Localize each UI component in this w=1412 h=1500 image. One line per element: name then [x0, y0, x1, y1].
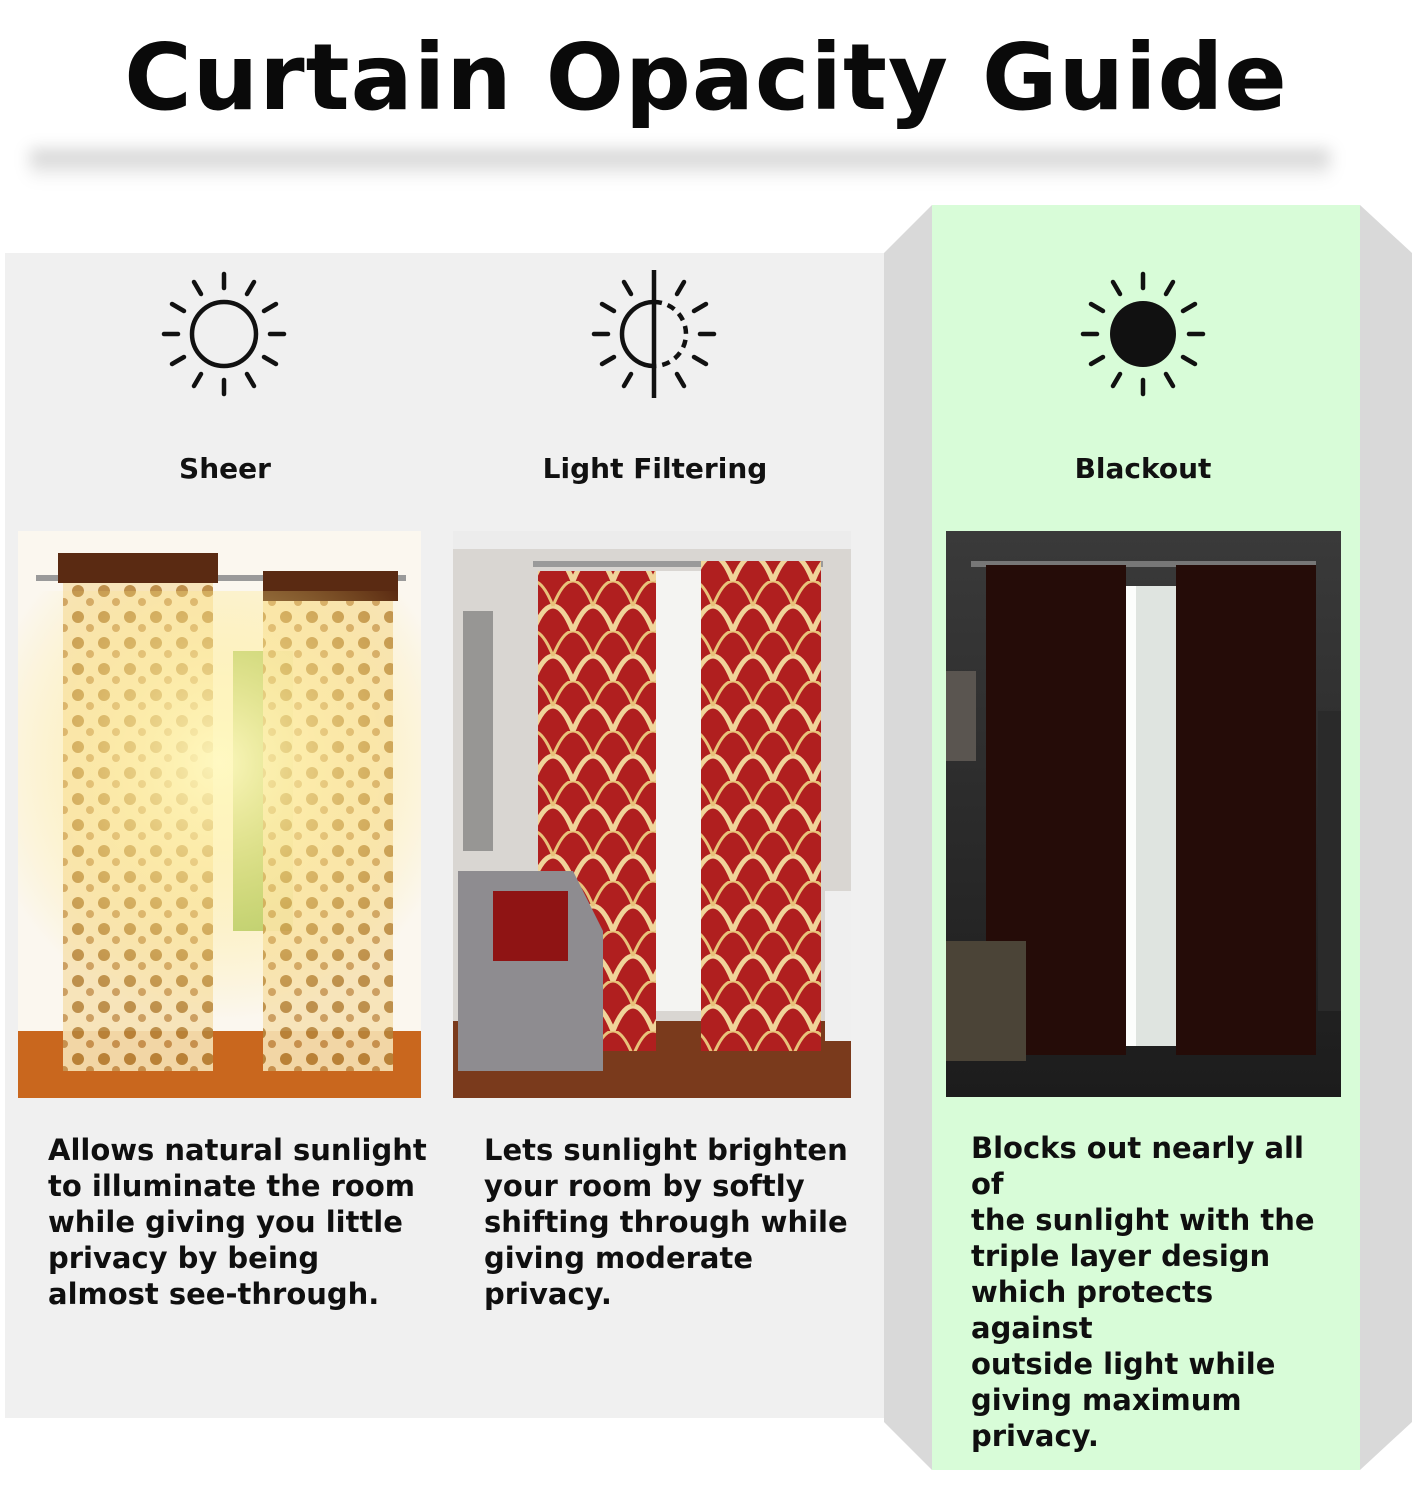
blackout-description: Blocks out nearly all of the sunlight with the triple layer design which protects against outside light while giving maximum privacy. [971, 1131, 1315, 1453]
light-filtering-description: Lets sunlight brighten your room by softly shifting through while giving moderate privacy. [484, 1133, 848, 1311]
light-filtering-curtain-photo [453, 531, 851, 1098]
title-divider-shadow [30, 150, 1330, 180]
sheer-curtain-photo [18, 531, 421, 1098]
page-title: Curtain Opacity Guide [124, 24, 1288, 131]
blackout-curtain-photo [946, 531, 1341, 1097]
light-filtering-label: Light Filtering [542, 452, 768, 485]
sun-filled-icon [1079, 270, 1207, 398]
blackout-label: Blackout [1074, 452, 1212, 485]
sheer-label: Sheer [179, 452, 271, 485]
highlight-bevel-right [1360, 205, 1412, 1470]
sheer-description: Allows natural sunlight to illuminate the room while giving you little privacy by being almost see-through. [48, 1133, 427, 1311]
sun-outline-icon [160, 270, 288, 398]
highlight-bevel-left [884, 205, 932, 1470]
sun-half-icon [590, 270, 718, 398]
